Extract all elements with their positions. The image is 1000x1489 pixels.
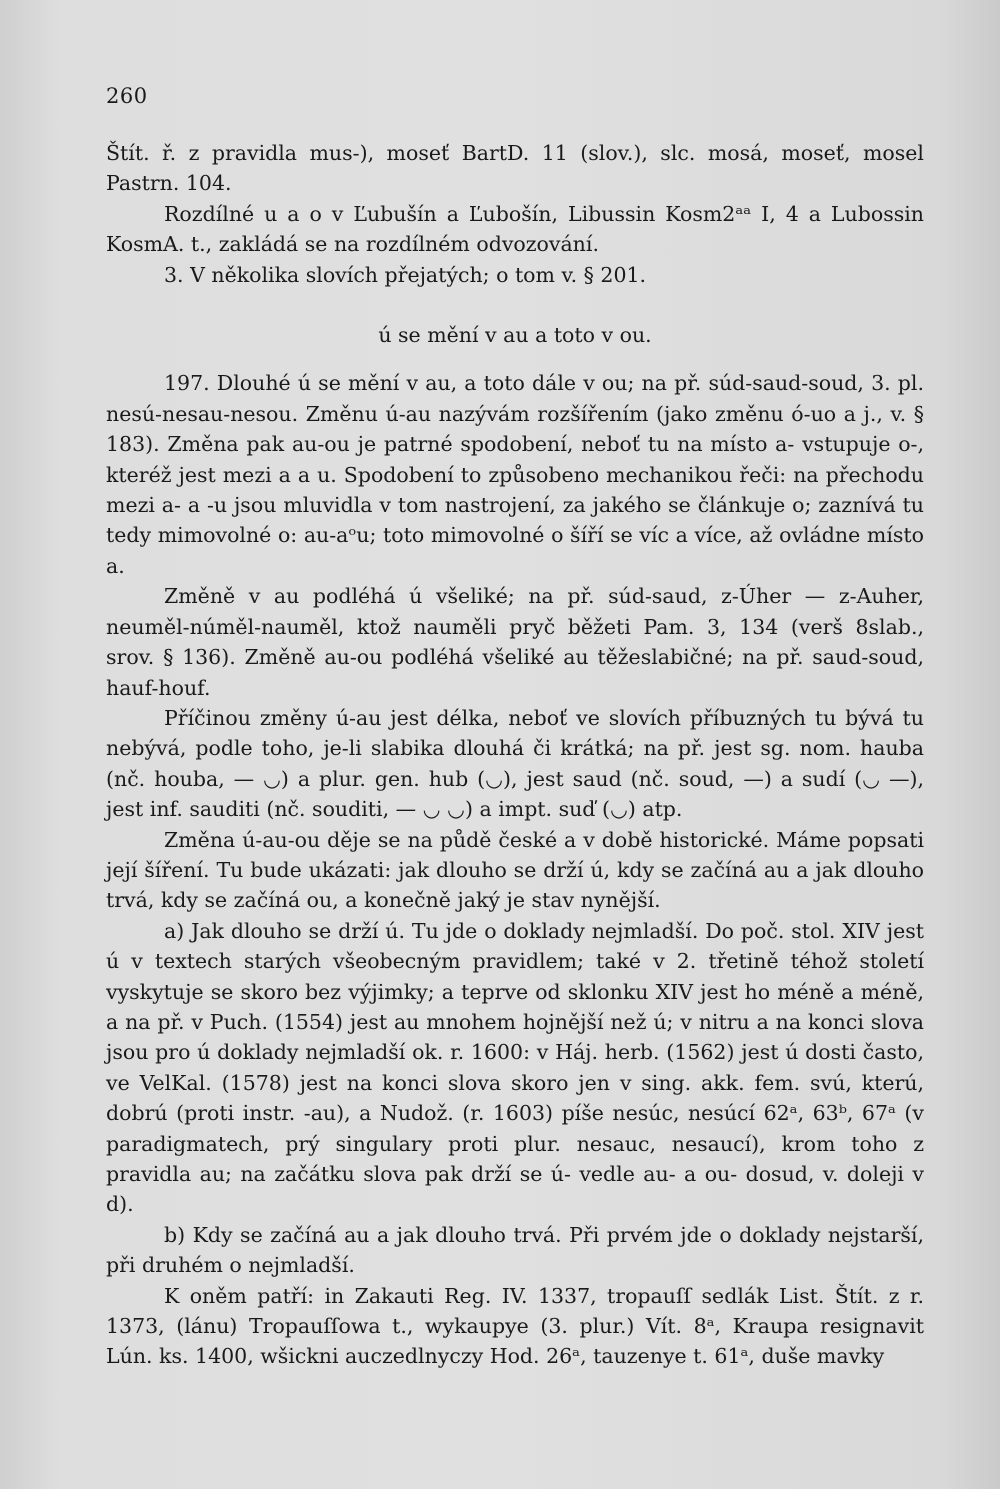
paragraph: K oněm patří: in Zakauti Reg. IV. 1337, tropauſſ sedlák List. Štít. z r. 1373, (lánu) Tropauſſowa t., wykaupye (3. plur.) Vít. 8ᵃ, Kraupa resignavit Lún. ks. 1400, wšickni auczedlnyczy Hod. 26ᵃ, tauzenye t. 61ᵃ, duše mavky <box>106 1283 924 1369</box>
paragraph: 3. V několika slovích přejatých; o tom v. § 201. <box>164 262 647 287</box>
paragraph: Rozdílné u a o v Ľubušín a Ľubošín, Libussin Kosm2ᵃᵃ I, 4 a Lubossin KosmA. t., zakládá se na rozdílném odvozování. <box>106 201 924 257</box>
paragraph-197: 197. Dlouhé ú se mění v au, a toto dále v ou; na př. súd-saud-soud, 3. pl. nesú-nesau-nesou. Změnu ú-au nazývám rozšířením (jako změnu ó-uo a j., v. § 183). Změna pak au-ou je patrné spodobení, neboť tu na místo a- vstupuje o-, kteréž jest mezi a a u. Spodobení to způsobeno mechanikou řeči: na přechodu mezi a- a -u jsou mluvidla v tom nastrojení, za jakého se článkuje o; zaznívá tu tedy mimovolné o: au-aᵒu; toto mimovolné o šíří se víc a více, až ovládne místo a. <box>106 371 924 578</box>
paragraph: Příčinou změny ú-au jest délka, neboť ve slovích příbuzných tu bývá tu nebývá, podle toho, je-li slabika dlouhá či krátká; na př. jest sg. nom. hauba (nč. houba, — ◡) a plur. gen. hub (◡), jest saud (nč. soud, —) a sudí (◡ —), jest inf. sauditi (nč. souditi, — ◡ ◡) a impt. suď (◡) atp. <box>106 705 924 822</box>
paragraph-a: a) Jak dlouho se drží ú. Tu jde o doklady nejmladší. Do poč. stol. XIV jest ú v textech starých všeobecným pravidlem; také v 2. třetině téhož století vyskytuje se skoro bez výjimky; a teprve od sklonku XIV jest ho méně a méně, a na př. v Puch. (1554) jest au mnohem hojnější než ú; v nitru a na konci slova jsou pro ú doklady nejmladší ok. r. 1600: v Háj. herb. (1562) jest ú dosti často, ve VelKal. (1578) jest na konci slova skoro jen v sing. akk. fem. svú, kterú, dobrú (proti instr. -au), a Nudož. (r. 1603) píše nesúc, nesúcí 62ᵃ, 63ᵇ, 67ᵃ (v paradigmatech, prý singulary proti plur. nesauc, nesaucí), krom toho z pravidla au; na začátku slova pak drží se ú- vedle au- a ou- dosud, v. doleji v d). <box>106 918 924 1217</box>
page-number: 260 <box>106 84 148 108</box>
paragraph-continuation: Štít. ř. z pravidla mus-), moseť BartD. 11 (slov.), slc. mosá, moseť, mosel Pastrn. 104. <box>106 141 924 196</box>
paragraph: Změna ú-au-ou děje se na půdě české a v době historické. Máme popsati její šíření. Tu bude ukázati: jak dlouho se drží ú, kdy se začíná au a jak dlouho trvá, kdy se začíná ou, a konečně jaký je stav nynější. <box>106 827 924 913</box>
body-text <box>106 138 924 1372</box>
paragraph: Změně v au podléhá ú všeliké; na př. súd-saud, z-Úher — z-Auher, neuměl-núměl-nauměl, ktož nauměli pryč běžeti Pam. 3, 134 (verš 8slab., srov. § 136). Změně au-ou podléhá všeliké au těžeslabičné; na př. saud-soud, hauf-houf. <box>106 584 924 700</box>
paragraph-b: b) Kdy se začíná au a jak dlouho trvá. Při prvém jde o doklady nejstarší, při druhém o nejmladší. <box>106 1222 924 1278</box>
section-heading: ú se mění v au a toto v ou. <box>378 323 652 348</box>
